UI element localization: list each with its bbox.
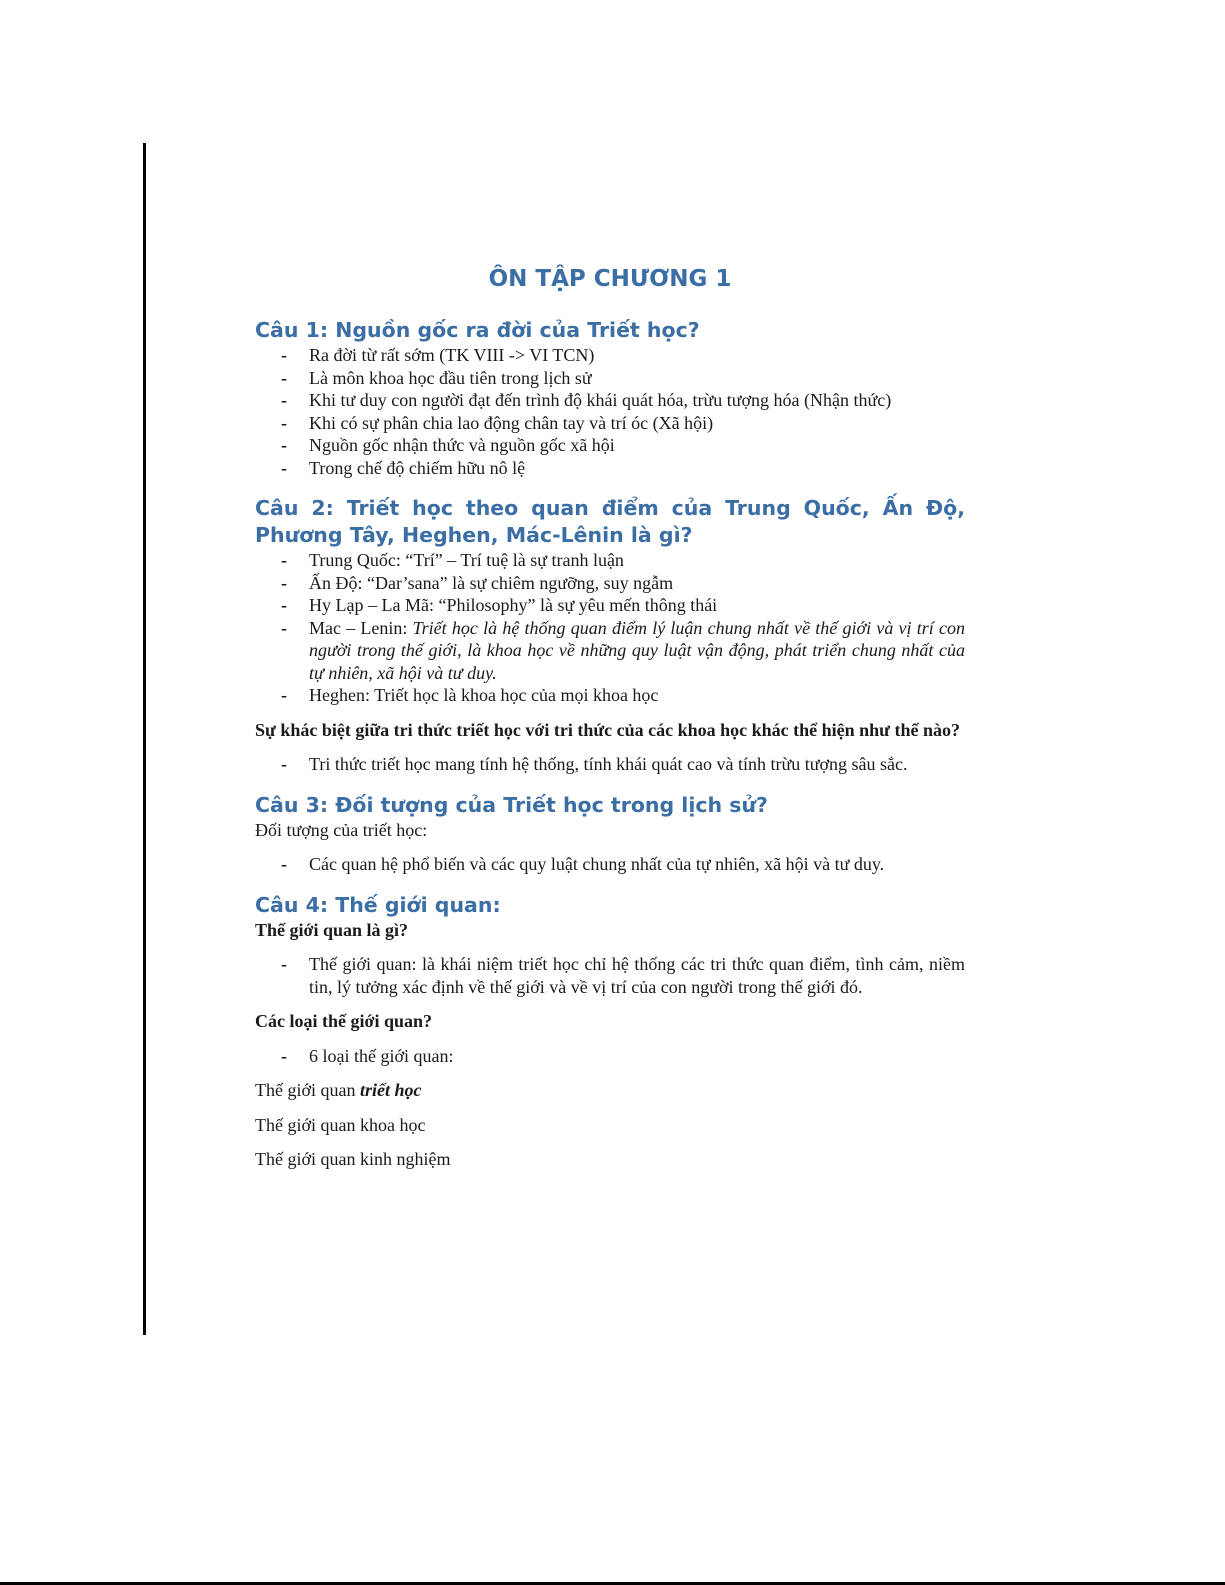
list-item: - Là môn khoa học đầu tiên trong lịch sử xyxy=(255,367,965,390)
list-item: - Tri thức triết học mang tính hệ thống, tính khái quát cao và tính trừu tượng sâu sắc. xyxy=(255,753,965,776)
question-4-subquestion-2: Các loại thế giới quan? xyxy=(255,1011,432,1031)
question-3-heading: Câu 3: Đối tượng của Triết học trong lịch sử? xyxy=(255,792,768,817)
list-item-marx-lenin xyxy=(255,617,965,685)
question-1-list xyxy=(255,344,965,479)
list-item: - Hy Lạp – La Mã: “Philosophy” là sự yêu mến thông thái xyxy=(255,594,965,617)
question-3-list xyxy=(255,853,965,876)
document-page xyxy=(255,262,965,1171)
list-item: - Nguồn gốc nhận thức và nguồn gốc xã hội xyxy=(255,434,965,457)
list-item: - Ra đời từ rất sớm (TK VIII -> VI TCN) xyxy=(255,344,965,367)
question-2-list xyxy=(255,549,965,707)
question-2-subanswer-list xyxy=(255,753,965,776)
worldview-type-philosophy xyxy=(255,1079,965,1102)
list-item: - Heghen: Triết học là khoa học của mọi khoa học xyxy=(255,684,965,707)
list-item: - Trong chế độ chiếm hữu nô lệ xyxy=(255,457,965,480)
worldview-type-emphasis: triết học xyxy=(360,1080,422,1100)
question-2-subquestion: Sự khác biệt giữa tri thức triết học với tri thức của các khoa học khác thể hiện như thế nào? xyxy=(255,719,960,740)
list-item: - Ấn Độ: “Dar’sana” là sự chiêm ngưỡng, suy ngẫm xyxy=(255,572,965,595)
list-item: - 6 loại thế giới quan: xyxy=(255,1045,965,1068)
question-4-heading: Câu 4: Thế giới quan: xyxy=(255,892,501,917)
question-4-types-list xyxy=(255,1045,965,1068)
left-margin-rule xyxy=(143,143,146,1335)
question-1-heading: Câu 1: Nguồn gốc ra đời của Triết học? xyxy=(255,318,700,342)
list-item: - Thế giới quan: là khái niệm triết học chỉ hệ thống các tri thức quan điểm, tình cảm, niềm tin, lý tưởng xác định về thế giới và về vị trí của con người trong thế giới đó. xyxy=(255,953,965,998)
document-title: ÔN TẬP CHƯƠNG 1 xyxy=(488,266,732,292)
list-item: - Các quan hệ phổ biến và các quy luật chung nhất của tự nhiên, xã hội và tư duy. xyxy=(255,853,965,876)
question-3-intro: Đối tượng của triết học: xyxy=(255,819,428,840)
question-4-subquestion-1: Thế giới quan là gì? xyxy=(255,919,409,940)
marx-lenin-definition: Triết học là hệ thống quan điểm lý luận chung nhất về thế giới và vị trí con người trong thế giới, là khoa học về những quy luật vận động, phát triển chung nhất của tự nhiên, xã hội và tư duy. xyxy=(309,617,965,683)
list-item: - Khi có sự phân chia lao động chân tay và trí óc (Xã hội) xyxy=(255,412,965,435)
list-item: - Khi tư duy con người đạt đến trình độ khái quát hóa, trừu tượng hóa (Nhận thức) xyxy=(255,389,965,412)
worldview-type-prefix: Thế giới quan xyxy=(255,1080,360,1100)
list-item: - Trung Quốc: “Trí” – Trí tuệ là sự tranh luận xyxy=(255,549,965,572)
question-4-subanswer-list xyxy=(255,953,965,998)
worldview-type-experience: Thế giới quan kinh nghiệm xyxy=(255,1149,451,1169)
worldview-type-science: Thế giới quan khoa học xyxy=(255,1114,426,1135)
marx-lenin-label: Mac – Lenin: xyxy=(309,617,413,638)
question-2-heading: Câu 2: Triết học theo quan điểm của Trung Quốc, Ấn Độ, Phương Tây, Heghen, Mác-Lênin là gì? xyxy=(255,496,965,547)
